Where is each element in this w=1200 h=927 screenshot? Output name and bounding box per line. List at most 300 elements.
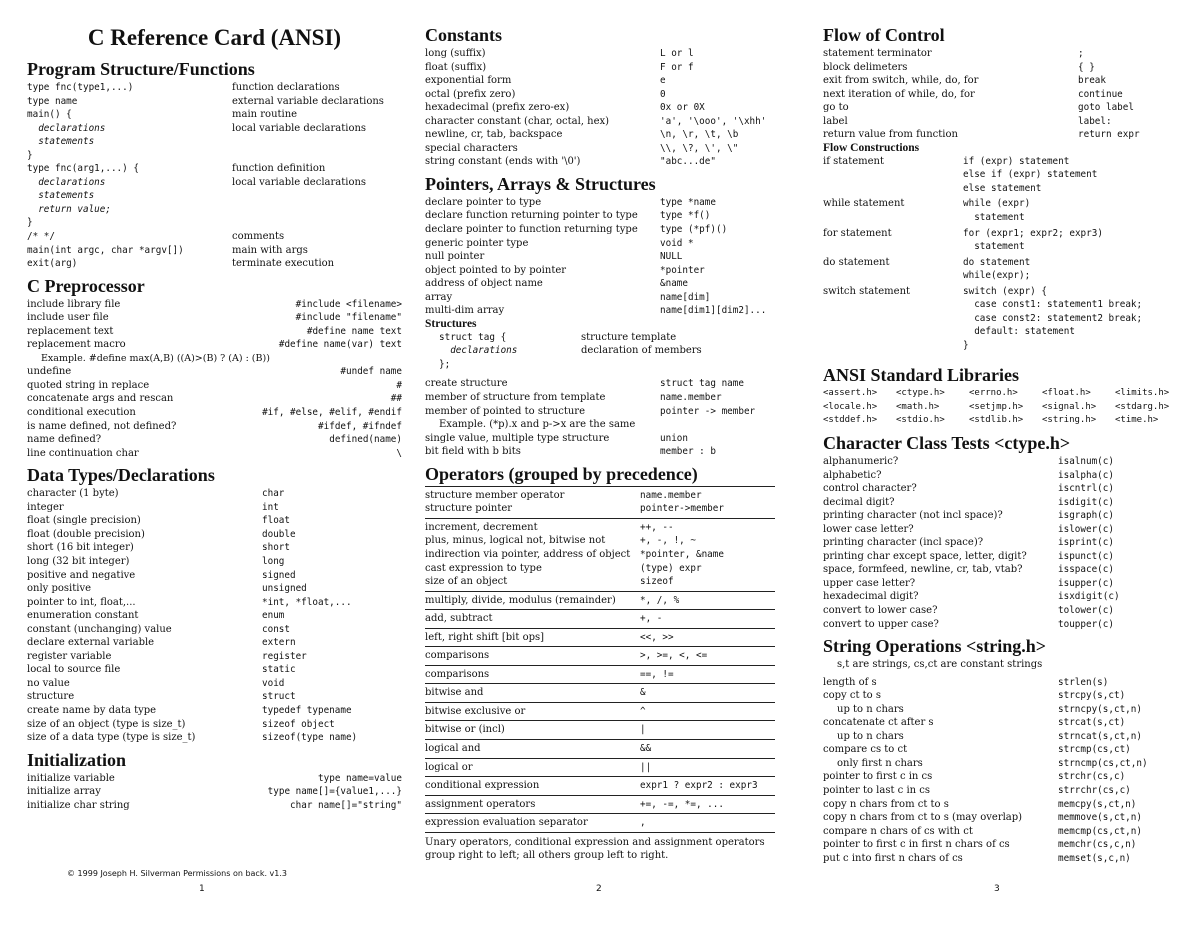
operator-row: [425, 562, 775, 576]
row-code: struct: [262, 691, 296, 703]
row-code: ispunct(c): [1058, 550, 1114, 562]
list-row: [823, 838, 1188, 852]
operators-note: Unary operators, conditional expression and assignment operators group right to left; all others group left to right.: [425, 836, 765, 861]
library-header: <setjmp.h>: [969, 401, 1024, 412]
operator-description: assignment operators: [425, 798, 536, 810]
operator-row: [425, 761, 775, 775]
list-row: [27, 623, 402, 637]
row-code: enum: [262, 610, 285, 622]
operator-group: [425, 759, 775, 778]
page-number-1: 1: [199, 884, 205, 894]
row-description: object pointed to by pointer: [425, 264, 567, 276]
row-code: short: [262, 542, 290, 554]
operator-row: [425, 705, 775, 719]
row-description: length of s: [823, 676, 877, 688]
row-code: L or l: [660, 48, 694, 59]
row-code: e: [660, 75, 666, 87]
row-code: double: [262, 528, 296, 540]
list-row: [823, 716, 1188, 730]
operators-heading: Operators (grouped by precedence): [425, 463, 698, 484]
row-description: next iteration of while, do, for: [823, 88, 975, 100]
construction-code: switch (expr) { case const1: statement1 break; case const2: statement2 break; default: statement }: [963, 285, 1143, 351]
list-row: [425, 432, 775, 446]
operator-symbol: ||: [640, 761, 652, 773]
row-code: #include <filename>: [295, 298, 402, 310]
preprocessor-list: [27, 298, 402, 461]
construction-name: for statement: [823, 227, 892, 239]
operator-row: [425, 686, 775, 700]
row-description: member of structure from template: [425, 392, 606, 404]
row-description: bit field with b bits: [425, 446, 521, 458]
operator-description: comparisons: [425, 650, 490, 662]
row-code: { }: [1078, 61, 1095, 73]
operator-description: indirection via pointer, address of object: [425, 548, 631, 560]
list-row: [27, 704, 402, 718]
list-row: [823, 47, 1188, 61]
row-description: lower case letter?: [823, 523, 914, 535]
row-code: 0: [660, 88, 666, 100]
list-row: [425, 264, 775, 278]
operator-description: plus, minus, logical not, bitwise not: [425, 535, 606, 547]
operator-row: [425, 798, 775, 812]
list-row: [425, 237, 775, 251]
operator-description: logical and: [425, 742, 481, 754]
row-code: #undef name: [340, 366, 402, 378]
operator-description: increment, decrement: [425, 521, 538, 533]
row-code: }: [27, 217, 33, 229]
row-description: declare pointer to type: [425, 196, 542, 208]
row-description: return value from function: [823, 129, 958, 141]
row-description: size of a data type (type is size_t): [27, 732, 196, 744]
row-code: signed: [262, 569, 296, 581]
ctype-list: [823, 455, 1188, 631]
row-code: tolower(c): [1058, 605, 1114, 616]
operator-description: left, right shift [bit ops]: [425, 631, 545, 643]
row-code: isspace(c): [1058, 564, 1114, 576]
row-description: only first n chars: [837, 757, 923, 769]
row-description: generic pointer type: [425, 237, 529, 249]
list-row: [27, 799, 402, 813]
list-row: [27, 772, 402, 786]
operator-group: [425, 796, 775, 815]
row-description: declare function returning pointer to type: [425, 210, 638, 222]
row-code: \: [396, 447, 402, 459]
list-row: [823, 757, 1188, 771]
operator-row: [425, 779, 775, 793]
list-row: [27, 690, 402, 704]
list-row: [439, 331, 775, 345]
row-description: statement terminator: [823, 48, 932, 59]
flow-constructions-list: [823, 155, 1188, 353]
operator-group: [425, 610, 775, 629]
list-row: [823, 563, 1188, 577]
row-description: [232, 135, 402, 149]
list-row: [425, 142, 775, 156]
construction-code: for (expr1; expr2; expr3) statement: [963, 227, 1103, 253]
row-code: type name[]={value1,...}: [267, 786, 402, 798]
initialization-heading: Initialization: [27, 749, 127, 770]
list-row: [27, 203, 402, 217]
list-row: [823, 509, 1188, 523]
row-description: float (single precision): [27, 515, 141, 527]
row-description: pointer to last c in cs: [823, 785, 930, 797]
data-types-list: [27, 487, 402, 744]
row-description: short (16 bit integer): [27, 542, 134, 554]
list-row: [27, 230, 402, 244]
row-description: local to source file: [27, 664, 121, 676]
list-row: [425, 250, 775, 264]
operator-row: [425, 742, 775, 756]
list-row: [425, 209, 775, 223]
library-header: <stdarg.h>: [1115, 401, 1170, 412]
row-code: strncmp(cs,ct,n): [1058, 757, 1148, 769]
library-header: <math.h>: [896, 401, 940, 412]
row-code: strncpy(s,ct,n): [1058, 703, 1142, 715]
row-code: strlen(s): [1058, 676, 1109, 688]
operator-description: bitwise and: [425, 687, 484, 699]
list-row: [823, 523, 1188, 537]
list-row: [425, 115, 775, 129]
row-description: printing character (not incl space)?: [823, 510, 1003, 522]
list-row: [27, 528, 402, 542]
row-code: main(int argc, char *argv[]): [27, 244, 184, 256]
list-row: [27, 487, 402, 501]
library-header: <time.h>: [1115, 415, 1159, 426]
row-code: continue: [1078, 88, 1123, 100]
row-description: initialize variable: [27, 772, 115, 784]
row-description: function declarations: [232, 82, 340, 93]
operator-description: add, subtract: [425, 613, 493, 625]
row-code: "abc...de": [660, 156, 716, 168]
flow-heading: Flow of Control: [823, 25, 945, 45]
row-code: };: [439, 358, 451, 370]
list-row: [823, 469, 1188, 483]
list-row: [27, 81, 402, 95]
list-row: [27, 176, 402, 190]
operator-symbol: ^: [640, 705, 646, 717]
list-row: [425, 47, 775, 61]
row-code: defined(name): [329, 434, 402, 446]
list-row: [425, 61, 775, 75]
list-row: [27, 108, 402, 122]
row-description: conditional execution: [27, 407, 136, 419]
list-row: [27, 122, 402, 136]
construction-name: if statement: [823, 155, 884, 167]
list-row: [27, 650, 402, 664]
row-code: typedef typename: [262, 704, 352, 716]
row-code: return value;: [27, 203, 111, 215]
list-row: [823, 618, 1188, 632]
list-row: [27, 298, 402, 312]
library-header: <signal.h>: [1042, 401, 1097, 412]
pointers-list-3: [425, 432, 775, 459]
row-code: memchr(cs,c,n): [1058, 839, 1137, 851]
operator-description: conditional expression: [425, 780, 540, 792]
row-code: type name: [27, 95, 78, 107]
row-description: is name defined, not defined?: [27, 420, 177, 432]
row-code: struct tag {: [439, 331, 507, 343]
row-code: exit(arg): [27, 258, 78, 270]
row-code: void: [262, 677, 285, 689]
row-code: name[dim1][dim2]...: [660, 305, 767, 317]
row-description: single value, multiple type structure: [425, 432, 610, 444]
row-description: copy ct to s: [823, 690, 881, 702]
page-number-3: 3: [994, 884, 1000, 894]
row-description: character constant (char, octal, hex): [425, 115, 610, 127]
list-row: [823, 676, 1188, 690]
operator-row: [425, 594, 775, 608]
row-code: int: [262, 501, 279, 513]
operator-description: structure member operator: [425, 489, 565, 501]
row-code: label:: [1078, 115, 1112, 127]
row-description: initialize char string: [27, 799, 130, 811]
row-description: structure: [27, 691, 75, 703]
pointers-heading: Pointers, Arrays & Structures: [425, 173, 656, 194]
operator-group: [425, 721, 775, 740]
operator-row: [425, 723, 775, 737]
row-description: exit from switch, while, do, for: [823, 75, 979, 87]
row-description: include library file: [27, 298, 121, 310]
preprocessor-example: Example. #define max(A,B) ((A)>(B) ? (A) : (B)): [41, 352, 270, 364]
operator-symbol: expr1 ? expr2 : expr3: [640, 780, 758, 792]
row-code: &name: [660, 278, 688, 290]
row-description: terminate execution: [232, 258, 335, 270]
row-code: }: [27, 149, 33, 161]
list-row: [27, 244, 402, 258]
row-code: isupper(c): [1058, 577, 1114, 589]
list-row: [425, 391, 775, 405]
ctype-heading: Character Class Tests <ctype.h>: [823, 432, 1071, 453]
operator-symbol: +, -: [640, 613, 663, 625]
row-description: control character?: [823, 483, 917, 495]
list-row: [823, 496, 1188, 510]
operator-symbol: <<, >>: [640, 631, 674, 643]
column-1: [27, 24, 402, 812]
row-code: return expr: [1078, 129, 1140, 141]
operator-row: [425, 502, 775, 516]
row-description: line continuation char: [27, 447, 139, 459]
row-code: 0x or 0X: [660, 102, 705, 114]
row-code: isprint(c): [1058, 537, 1114, 549]
row-description: [232, 216, 402, 230]
row-description: no value: [27, 677, 70, 689]
row-code: memcmp(cs,ct,n): [1058, 825, 1142, 837]
list-row: [27, 420, 402, 434]
row-description: copy n chars from ct to s: [823, 798, 949, 810]
constants-heading: Constants: [425, 25, 503, 45]
operator-symbol: |: [640, 724, 646, 736]
construction-name: switch statement: [823, 285, 911, 297]
libraries-grid: [823, 387, 1188, 428]
row-description: block delimeters: [823, 61, 908, 73]
list-row: [823, 784, 1188, 798]
row-description: alphanumeric?: [823, 455, 899, 467]
flow-construction: [823, 285, 1188, 353]
library-header: <limits.h>: [1115, 388, 1170, 399]
list-row: [823, 825, 1188, 839]
row-description: constant (unchanging) value: [27, 623, 172, 635]
row-code: /* */: [27, 231, 55, 243]
row-code: type (*pf)(): [660, 224, 728, 236]
row-description: space, formfeed, newline, cr, tab, vtab?: [823, 564, 1023, 576]
library-header: <stddef.h>: [823, 415, 878, 426]
row-description: declaration of members: [581, 345, 702, 357]
row-description: function definition: [232, 163, 326, 175]
library-header: <locale.h>: [823, 401, 878, 412]
row-description: alphabetic?: [823, 469, 882, 481]
row-description: put c into first n chars of cs: [823, 852, 963, 864]
list-row: [27, 95, 402, 109]
operator-description: bitwise or (incl): [425, 724, 505, 736]
list-row: [823, 128, 1188, 142]
operator-symbol: *pointer, &name: [640, 548, 724, 560]
operator-description: logical or: [425, 761, 473, 773]
row-code: \n, \r, \t, \b: [660, 129, 739, 141]
row-code: sizeof object: [262, 718, 335, 730]
row-code: sizeof(type name): [262, 732, 358, 744]
row-code: statements: [27, 136, 95, 148]
row-description: copy n chars from ct to s (may overlap): [823, 812, 1023, 824]
row-code: memmove(s,ct,n): [1058, 812, 1142, 824]
row-code: F or f: [660, 61, 694, 73]
page-number-2: 2: [596, 884, 602, 894]
list-row: [27, 636, 402, 650]
row-code: type *f(): [660, 210, 711, 222]
list-row: [823, 74, 1188, 88]
row-code: isdigit(c): [1058, 496, 1114, 508]
operator-group: [425, 684, 775, 703]
list-row: [425, 377, 775, 391]
list-row: [27, 501, 402, 515]
row-code: islower(c): [1058, 523, 1114, 535]
operator-group: [425, 740, 775, 759]
row-code: static: [262, 664, 296, 676]
list-row: [27, 216, 402, 230]
row-description: long (32 bit integer): [27, 555, 130, 567]
library-header: <errno.h>: [969, 388, 1018, 399]
row-code: ;: [1078, 48, 1084, 59]
operator-row: [425, 649, 775, 663]
row-description: up to n chars: [837, 730, 904, 742]
library-header: <stdio.h>: [896, 415, 945, 426]
operators-table: [425, 486, 775, 833]
operator-group: [425, 777, 775, 796]
row-code: strrchr(cs,c): [1058, 785, 1131, 797]
row-code: *pointer: [660, 264, 705, 276]
operator-row: [425, 575, 775, 589]
operator-row: [425, 631, 775, 645]
list-row: [27, 189, 402, 203]
preprocessor-heading: C Preprocessor: [27, 275, 145, 296]
operator-group: [425, 703, 775, 722]
list-row: [27, 663, 402, 677]
operator-symbol: >, >=, <, <=: [640, 650, 708, 662]
list-row: [823, 577, 1188, 591]
row-code: #ifdef, #ifndef: [318, 420, 402, 432]
row-description: main with args: [232, 244, 308, 256]
list-row: [823, 811, 1188, 825]
list-row: [27, 162, 402, 176]
row-code: iscntrl(c): [1058, 483, 1114, 495]
row-description: compare n chars of cs with ct: [823, 825, 973, 837]
operator-symbol: (type) expr: [640, 562, 702, 574]
row-description: main routine: [232, 109, 298, 121]
library-header: <float.h>: [1042, 388, 1091, 399]
list-row: [27, 433, 402, 447]
row-description: concatenate args and rescan: [27, 393, 174, 405]
row-description: size of an object (type is size_t): [27, 718, 186, 730]
row-description: octal (prefix zero): [425, 88, 516, 100]
row-description: float (suffix): [425, 61, 487, 73]
row-description: comments: [232, 231, 285, 243]
row-code: name.member: [660, 392, 722, 404]
row-code: char name[]="string": [290, 799, 402, 811]
row-code: type fnc(arg1,...) {: [27, 163, 139, 175]
row-code: strcmp(cs,ct): [1058, 744, 1131, 756]
pointers-list-2: [425, 377, 775, 418]
constants-list: [425, 47, 775, 169]
operator-symbol: pointer->member: [640, 503, 724, 515]
flow-construction: [823, 197, 1188, 224]
list-row: [27, 311, 402, 325]
row-description: go to: [823, 102, 849, 114]
construction-code: if (expr) statement else if (expr) statement else statement: [963, 155, 1098, 194]
row-code: NULL: [660, 251, 683, 263]
structures-heading: Structures: [425, 317, 477, 330]
row-code: pointer -> member: [660, 405, 756, 417]
row-description: create name by data type: [27, 704, 157, 716]
column-2: [425, 24, 775, 862]
list-row: [823, 88, 1188, 102]
row-code: long: [262, 555, 285, 567]
row-code: isalnum(c): [1058, 455, 1114, 467]
row-code: strchr(cs,c): [1058, 771, 1126, 783]
flow-construction: [823, 155, 1188, 196]
list-row: [27, 582, 402, 596]
operator-row: [425, 521, 775, 535]
row-code: goto label: [1078, 102, 1134, 114]
row-code: memset(s,c,n): [1058, 852, 1131, 864]
list-row: [823, 115, 1188, 129]
row-description: [581, 358, 775, 372]
row-description: quoted string in replace: [27, 379, 150, 391]
list-row: [425, 128, 775, 142]
row-code: 'a', '\ooo', '\xhh': [660, 115, 767, 127]
operator-group: [425, 629, 775, 648]
list-row: [823, 743, 1188, 757]
row-description: float (double precision): [27, 528, 145, 540]
row-code: type fnc(type1,...): [27, 82, 134, 93]
row-description: replacement text: [27, 325, 114, 337]
row-description: long (suffix): [425, 48, 486, 59]
list-row: [823, 590, 1188, 604]
row-description: concatenate ct after s: [823, 717, 934, 729]
operator-row: [425, 489, 775, 503]
list-row: [27, 257, 402, 271]
strings-subtitle: s,t are strings, cs,ct are constant strings: [837, 659, 1043, 671]
row-description: printing character (incl space)?: [823, 537, 984, 549]
row-description: [232, 149, 402, 163]
row-description: register variable: [27, 650, 112, 662]
row-description: initialize array: [27, 786, 101, 798]
row-code: isgraph(c): [1058, 510, 1114, 522]
row-description: decimal digit?: [823, 496, 895, 508]
list-row: [439, 358, 775, 372]
list-row: [27, 677, 402, 691]
list-row: [823, 536, 1188, 550]
list-row: [27, 609, 402, 623]
program-structure-list: [27, 81, 402, 271]
